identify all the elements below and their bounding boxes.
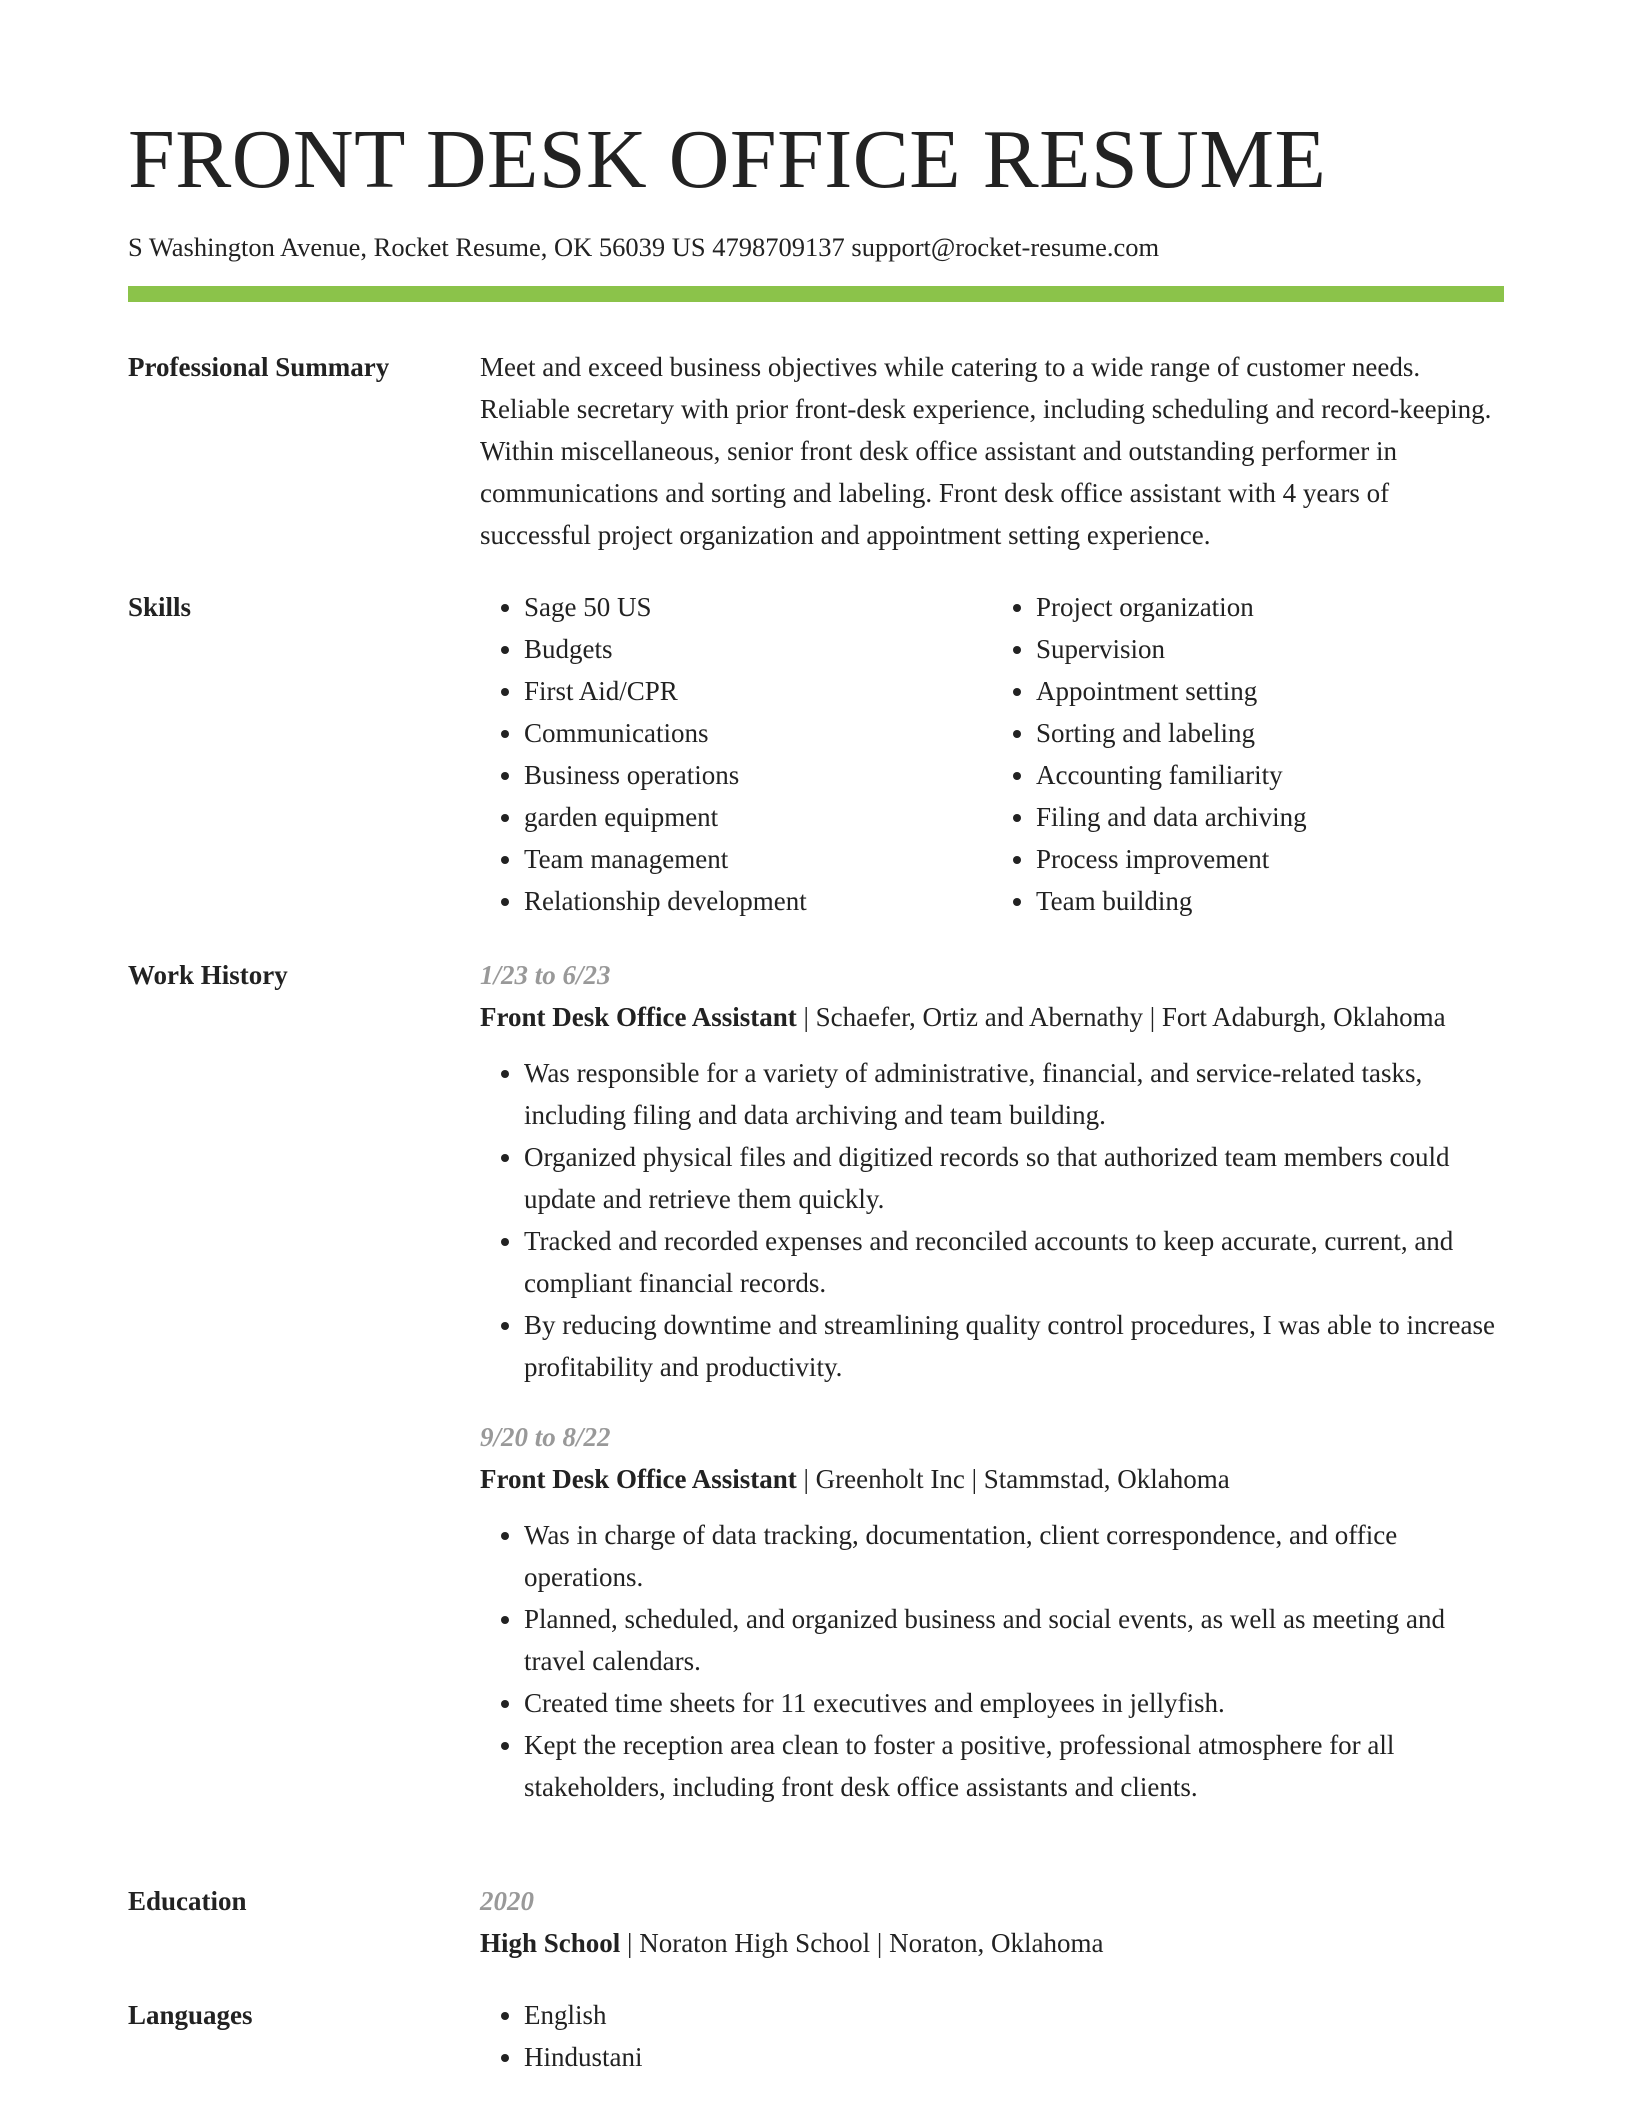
job-bullet: • Created time sheets for 11 executives and employees in jellyfish. bbox=[524, 1682, 1504, 1724]
job-bullet: • By reducing downtime and streamlining quality control procedures, I was able to increase profitability and productivity. bbox=[524, 1304, 1504, 1388]
skill-item: • Process improvement bbox=[1036, 838, 1504, 880]
skill-item: • Appointment setting bbox=[1036, 670, 1504, 712]
job-title: Front Desk Office Assistant bbox=[480, 1464, 797, 1494]
education-label: Education bbox=[128, 1886, 247, 1916]
job-date: 9/20 to 8/22 bbox=[480, 1422, 611, 1452]
work-history-body bbox=[480, 954, 1504, 1808]
skill-item: • Relationship development bbox=[524, 880, 992, 922]
job-details: | Greenholt Inc | Stammstad, Oklahoma bbox=[796, 1464, 1230, 1494]
skill-item: • Team management bbox=[524, 838, 992, 880]
skill-item: • Team building bbox=[1036, 880, 1504, 922]
skills-body bbox=[480, 586, 1504, 922]
languages-label: Languages bbox=[128, 2000, 253, 2030]
education-details: | Noraton High School | Noraton, Oklahoma bbox=[620, 1928, 1104, 1958]
job-entry bbox=[480, 954, 1504, 1388]
summary-text: Meet and exceed business objectives while catering to a wide range of customer needs. Reliable secretary with prior front-desk experience, including scheduling and record-keeping. Within miscellaneous, senior front desk office assistant and outstanding performer in communications and sorting and labeling. Front desk office assistant with 4 years of successful project organization and appointment setting experience. bbox=[480, 352, 1492, 550]
skill-item: • Communications bbox=[524, 712, 992, 754]
job-bullet: • Planned, scheduled, and organized business and social events, as well as meeting and travel calendars. bbox=[524, 1598, 1504, 1682]
languages-body bbox=[480, 1994, 1504, 2078]
job-bullets bbox=[480, 1052, 1504, 1388]
job-bullets bbox=[480, 1514, 1504, 1808]
skill-item: • Business operations bbox=[524, 754, 992, 796]
skill-item: • Accounting familiarity bbox=[1036, 754, 1504, 796]
job-details: | Schaefer, Ortiz and Abernathy | Fort Adaburgh, Oklahoma bbox=[796, 1002, 1446, 1032]
summary-body bbox=[480, 346, 1504, 556]
skill-item: • Budgets bbox=[524, 628, 992, 670]
language-item: • Hindustani bbox=[524, 2036, 1504, 2078]
skills-label: Skills bbox=[128, 592, 192, 622]
resume-title: FRONT DESK OFFICE RESUME bbox=[128, 113, 1327, 206]
education-body bbox=[480, 1880, 1504, 1964]
education-date: 2020 bbox=[480, 1886, 534, 1916]
skills-list-right bbox=[992, 586, 1504, 922]
job-bullet: • Organized physical files and digitized records so that authorized team members could update and retrieve them quickly. bbox=[524, 1136, 1504, 1220]
skill-item: • First Aid/CPR bbox=[524, 670, 992, 712]
job-heading bbox=[480, 1458, 1504, 1500]
skill-item: • garden equipment bbox=[524, 796, 992, 838]
job-bullet: • Was responsible for a variety of administrative, financial, and service-related tasks, including filing and data archiving and team building. bbox=[524, 1052, 1504, 1136]
job-heading bbox=[480, 996, 1504, 1038]
education-degree: High School bbox=[480, 1928, 621, 1958]
summary-label: Professional Summary bbox=[128, 352, 390, 382]
job-bullet: • Was in charge of data tracking, documentation, client correspondence, and office operations. bbox=[524, 1514, 1504, 1598]
skill-item: • Supervision bbox=[1036, 628, 1504, 670]
skill-item: • Project organization bbox=[1036, 586, 1504, 628]
skills-list-left bbox=[480, 586, 992, 922]
job-date: 1/23 to 6/23 bbox=[480, 960, 611, 990]
skill-item: • Sorting and labeling bbox=[1036, 712, 1504, 754]
languages-list bbox=[480, 1994, 1504, 2078]
job-entry bbox=[480, 1416, 1504, 1808]
skill-item: • Sage 50 US bbox=[524, 586, 992, 628]
work-history-label: Work History bbox=[128, 960, 288, 990]
job-bullet: • Kept the reception area clean to foster a positive, professional atmosphere for all stakeholders, including front desk office assistants and clients. bbox=[524, 1724, 1504, 1808]
job-bullet: • Tracked and recorded expenses and reconciled accounts to keep accurate, current, and compliant financial records. bbox=[524, 1220, 1504, 1304]
header-divider bbox=[128, 286, 1504, 302]
language-item: • English bbox=[524, 1994, 1504, 2036]
skill-item: • Filing and data archiving bbox=[1036, 796, 1504, 838]
job-title: Front Desk Office Assistant bbox=[480, 1002, 797, 1032]
education-heading bbox=[480, 1922, 1504, 1964]
contact-info: S Washington Avenue, Rocket Resume, OK 56039 US 4798709137 support@rocket-resume.com bbox=[128, 232, 1160, 262]
